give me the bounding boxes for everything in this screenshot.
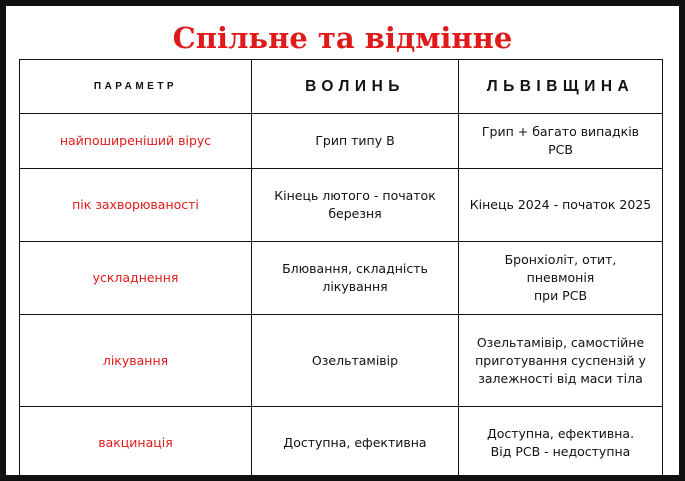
row-parameter: лікування <box>20 315 252 407</box>
table-row <box>20 407 663 480</box>
cell-lviv <box>459 407 663 480</box>
cell-volyn <box>252 315 459 407</box>
cell-line: Блювання, складність <box>282 261 428 276</box>
cell-lviv <box>459 169 663 242</box>
cell-line: Грип + багато випадків РСВ <box>481 124 640 157</box>
cell-line: Грип типу В <box>315 133 395 148</box>
cell-volyn <box>252 242 459 315</box>
header-volyn: ВОЛИНЬ <box>252 60 459 114</box>
table-row <box>20 242 663 315</box>
header-lviv: ЛЬВІВЩИНА <box>459 60 663 114</box>
cell-line: Бронхіоліт, отит, пневмонія <box>504 252 617 285</box>
cell-line: залежності від маси тіла <box>478 370 643 386</box>
cell-volyn <box>252 169 459 242</box>
cell-line: Кінець 2024 - початок 2025 <box>469 197 652 212</box>
row-parameter: пік захворюваності <box>20 169 252 242</box>
cell-lviv <box>459 114 663 169</box>
header-parameter: ПАРАМЕТР <box>20 60 252 114</box>
cell-line: приготування суспензій у <box>475 352 646 368</box>
cell-volyn <box>252 407 459 480</box>
cell-line: при РСВ <box>533 288 588 303</box>
cell-volyn <box>252 114 459 169</box>
row-parameter: найпоширеніший вірус <box>20 114 252 169</box>
cell-line: Озельтамівір, самостійне <box>476 334 645 350</box>
cell-lviv <box>459 315 663 407</box>
page-title: Спільне та відмінне <box>172 21 513 55</box>
cell-lviv <box>459 242 663 315</box>
cell-line: Озельтамівір <box>311 352 399 368</box>
cell-line: Кінець лютого - початок <box>274 188 436 203</box>
table-row <box>20 315 663 407</box>
table-header-row <box>20 60 663 114</box>
row-parameter: ускладнення <box>20 242 252 315</box>
cell-line: березня <box>328 206 382 221</box>
row-parameter: вакцинація <box>20 407 252 480</box>
cell-line: Доступна, ефективна <box>283 435 427 450</box>
cell-line: Доступна, ефективна. <box>486 426 635 441</box>
table-row <box>20 114 663 169</box>
comparison-table <box>19 59 663 480</box>
table-row <box>20 169 663 242</box>
cell-line: Від РСВ - недоступна <box>490 444 631 459</box>
cell-line: лікування <box>322 279 388 294</box>
